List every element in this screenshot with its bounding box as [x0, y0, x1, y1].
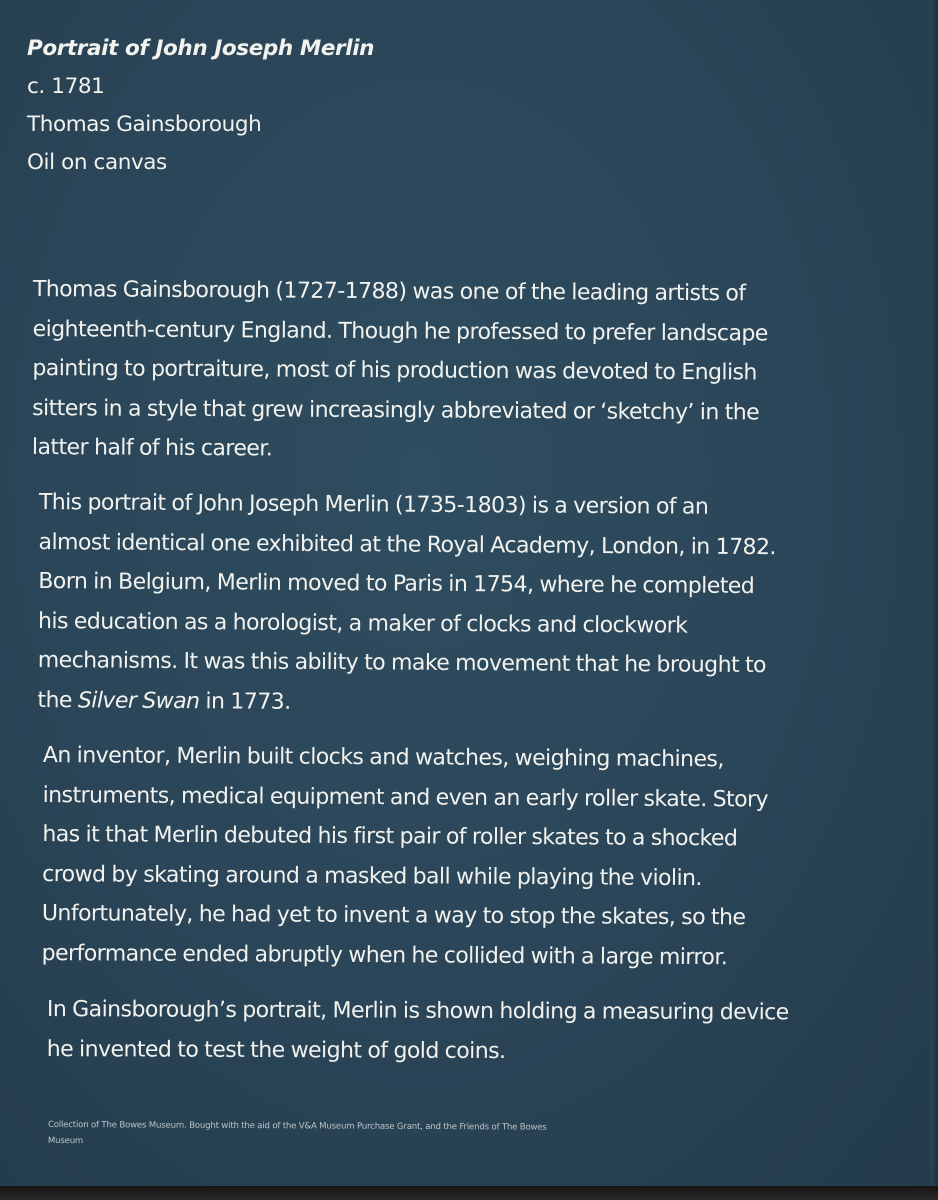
- text-line: An inventor, Merlin built clocks and watches, weighing machines,: [42, 742, 724, 772]
- text-line: almost identical one exhibited at the Royal Academy, London, in 1782.: [38, 529, 777, 560]
- label-edge: [930, 0, 938, 1186]
- artist-name: Thomas Gainsborough: [27, 112, 262, 137]
- artwork-title: Portrait of John Joseph Merlin: [27, 36, 375, 61]
- paragraph-merlin-portrait: [31, 483, 913, 726]
- artwork-date: c. 1781: [27, 74, 105, 99]
- text-line: he invented to test the weight of gold coins.: [46, 1036, 506, 1064]
- text-fragment: the: [37, 687, 78, 713]
- paragraph-measuring-device: [33, 990, 913, 1073]
- text-line: crowd by skating around a masked ball while playing the violin.: [42, 861, 703, 891]
- credit-text-line: Museum: [47, 1135, 84, 1147]
- paragraph-gainsborough-bio: [32, 270, 913, 473]
- text-line: performance ended abruptly when he collided with a large mirror.: [41, 940, 728, 970]
- text-line: [37, 680, 911, 726]
- artwork-header: [27, 30, 374, 182]
- text-line: Unfortunately, he had yet to invent a way to stop the skates, so the: [41, 900, 746, 930]
- text-line: painting to portraiture, most of his production was devoted to English: [32, 355, 757, 386]
- text-line: latter half of his career.: [31, 434, 273, 462]
- text-line: sitters in a style that grew increasingly abbreviated or ‘sketchy’ in the: [32, 395, 760, 425]
- text-line: eighteenth-century England. Though he professed to prefer landscape: [32, 316, 768, 346]
- text-fragment: in 1773.: [199, 688, 291, 714]
- text-line: instruments, medical equipment and even an early roller skate. Story: [42, 782, 769, 812]
- text-line: Thomas Gainsborough (1727-1788) was one of the leading artists of: [32, 276, 746, 307]
- text-line: This portrait of John Joseph Merlin (1735-1803) is a version of an: [38, 489, 709, 520]
- wall-shadow: [0, 1186, 938, 1200]
- label-body-text: [33, 270, 913, 1069]
- silver-swan-title: Silver Swan: [77, 687, 200, 714]
- paragraph-merlin-inventor: [32, 736, 913, 978]
- text-line: In Gainsborough’s portrait, Merlin is shown holding a measuring device: [46, 996, 789, 1025]
- text-line: his education as a horologist, a maker of clocks and clockwork: [37, 608, 688, 638]
- text-line: Born in Belgium, Merlin moved to Paris in 1754, where he completed: [38, 568, 755, 599]
- collection-credit-line: [48, 1117, 868, 1153]
- text-line: mechanisms. It was this ability to make movement that he brought to: [37, 647, 767, 678]
- text-line: has it that Merlin debuted his first pair of roller skates to a shocked: [42, 821, 738, 851]
- credit-text-line: Collection of The Bowes Museum. Bought with the aid of the V&A Museum Purchase Grant, and the Friends of The Bowes: [47, 1120, 547, 1133]
- artwork-medium: Oil on canvas: [27, 150, 167, 175]
